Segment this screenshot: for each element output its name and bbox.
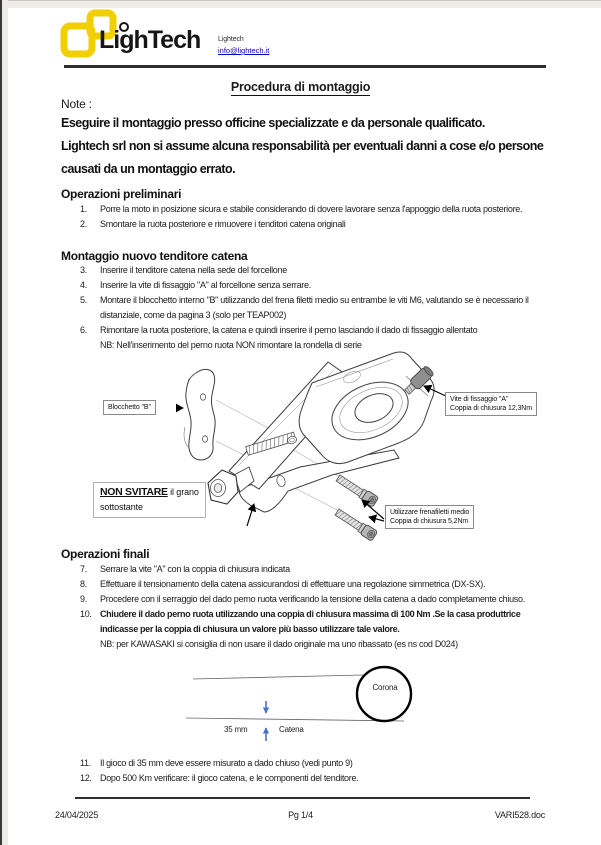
- item-number: 7.: [80, 564, 87, 574]
- item-number: 6.: [80, 325, 87, 335]
- label-vite-line2: Coppia di chiusura 12,3Nm: [450, 405, 532, 412]
- frenafiletti-line2: Coppia di chiusura 5,2Nm: [390, 518, 469, 525]
- item-text: Il gioco di 35 mm deve essere misurato a dado chiuso (vedi punto 9): [100, 758, 353, 768]
- item-text: Procedere con il serraggio del dado perno ruota verificando la tensione della catena a dado completamente chiuso.: [100, 594, 525, 604]
- label-35mm: 35 mm: [224, 725, 248, 734]
- item-text: Dopo 500 Km verificare: il gioco catena, e le componenti del tenditore.: [100, 773, 359, 783]
- tensioner-body: [229, 352, 434, 512]
- item-text: Chiudere il dado perno ruota utilizzando una coppia di chiusura massima di 100 Nm .Se la casa produttrice indicasse per la coppia di chiusura un valore più basso utilizzare tale valore.: [100, 609, 521, 634]
- chain-slack-drawing: [0, 655, 601, 755]
- page-title: Procedura di montaggio: [230, 80, 371, 94]
- item-number: 5.: [80, 295, 87, 305]
- brand-ring-icon: [119, 22, 129, 32]
- item-number: 8.: [80, 579, 87, 589]
- footer-page-number: Pg 1/4: [288, 810, 313, 820]
- intro-line: causati da un montaggio errato.: [61, 162, 236, 176]
- header-company-name: Lightech: [218, 36, 244, 43]
- item-text: Smontare la ruota posteriore e rimuovere i tenditori catena originali: [100, 219, 346, 229]
- item-text: Inserire il tenditore catena nella sede del forcellone: [100, 265, 287, 275]
- label-vite-line1: Vite di fissaggio "A": [450, 396, 509, 403]
- tensioner-drawing: [0, 350, 601, 555]
- intro-line: Lightech srl non si assume alcuna responsabilità per eventuali danni a cose e/o persone: [61, 139, 544, 153]
- header-divider: [64, 65, 546, 68]
- section-heading-montaggio: Montaggio nuovo tenditore catena: [61, 249, 248, 263]
- list-item: [0, 562, 601, 577]
- list-item: [0, 577, 601, 592]
- section-heading-finali: Operazioni finali: [61, 547, 150, 561]
- label-frenafiletti: [385, 505, 474, 529]
- item-text: Rimontare la ruota posteriore, la catena e quindi inserire il perno lasciando il dado di fissaggio allentato: [100, 325, 478, 335]
- list-item: [0, 263, 601, 278]
- item-text: Effettuare il tensionamento della catena assicurandosi di effettuare una regolazione simmetrica (DX-SX).: [100, 579, 486, 589]
- blocchetto-b-part: [184, 369, 215, 460]
- list-extra: [0, 756, 601, 786]
- intro-warning: [61, 112, 591, 181]
- list-item: [0, 278, 601, 293]
- m6-screw-lower: [334, 507, 378, 541]
- frenafiletti-line1: Utilizzare frenafiletti medio: [390, 509, 470, 516]
- list-item: [0, 217, 601, 232]
- list-item: [0, 607, 601, 652]
- non-svitare-rest: il grano: [167, 487, 199, 497]
- item-number: 3.: [80, 265, 87, 275]
- item-note: NB: per KAWASAKI si consiglia di non usare il dado originale ma uno ribassato (es ns cod D024): [100, 639, 458, 649]
- brand-wordmark: LighTech: [99, 26, 201, 54]
- non-svitare-line2: sottostante: [100, 501, 143, 512]
- item-text: Serrare la vite "A" con la coppia di chiusura indicata: [100, 564, 290, 574]
- label-vite-a: [445, 392, 537, 416]
- list-item: [0, 771, 601, 786]
- item-number: 2.: [80, 219, 87, 229]
- label-catena: Catena: [279, 725, 304, 734]
- item-number: 12.: [80, 773, 92, 783]
- non-svitare-bold: NON SVITARE: [100, 486, 168, 498]
- item-text: Montare il blocchetto interno "B" utilizzando del frena filetti medio su entrambe le viti M6, valutando se è necessario il distanziale, come da pagina 3 (solo per TEAP002): [100, 295, 529, 320]
- m6-screw-upper: [335, 473, 379, 507]
- tensioner-diagram: [0, 350, 601, 555]
- page-edge-top: [0, 0, 601, 8]
- item-number: 1.: [80, 204, 87, 214]
- email-link[interactable]: info@lightech.it: [218, 46, 270, 55]
- item-text: Inserire la vite di fissaggio "A" al forcellone senza serrare.: [100, 280, 311, 290]
- list-finali: [0, 562, 601, 652]
- list-item: [0, 756, 601, 771]
- item-number: 11.: [80, 758, 91, 768]
- intro-line: Eseguire il montaggio presso officine specializzate e da personale qualificato.: [61, 116, 485, 130]
- section-heading-preliminari: Operazioni preliminari: [61, 187, 182, 201]
- item-number: 9.: [80, 594, 87, 604]
- list-montaggio: [0, 263, 601, 353]
- item-text: Porre la moto in posizione sicura e stabile considerando di dovere lavorare senza l'appoggio della ruota posteriore.: [100, 204, 523, 214]
- list-preliminari: [0, 202, 601, 232]
- chain-slack-diagram: [0, 655, 601, 755]
- footer-date: 24/04/2025: [55, 810, 99, 820]
- footer-filename: VARI528.doc: [494, 810, 545, 820]
- note-label: Note :: [61, 97, 92, 111]
- list-item: [0, 202, 601, 217]
- item-note: NB: Nell'inserimento del perno ruota NON rimontare la rondella di serie: [100, 340, 362, 350]
- item-number: 10.: [80, 609, 92, 619]
- label-corona: Corona: [372, 683, 398, 692]
- label-blocchetto-b: Blocchetto "B": [103, 400, 156, 415]
- label-non-svitare: [93, 482, 206, 518]
- footer-divider: [75, 797, 530, 799]
- item-number: 4.: [80, 280, 87, 290]
- list-item: [0, 323, 601, 353]
- list-item: [0, 293, 601, 323]
- corona-circle: [357, 667, 411, 721]
- list-item: [0, 592, 601, 607]
